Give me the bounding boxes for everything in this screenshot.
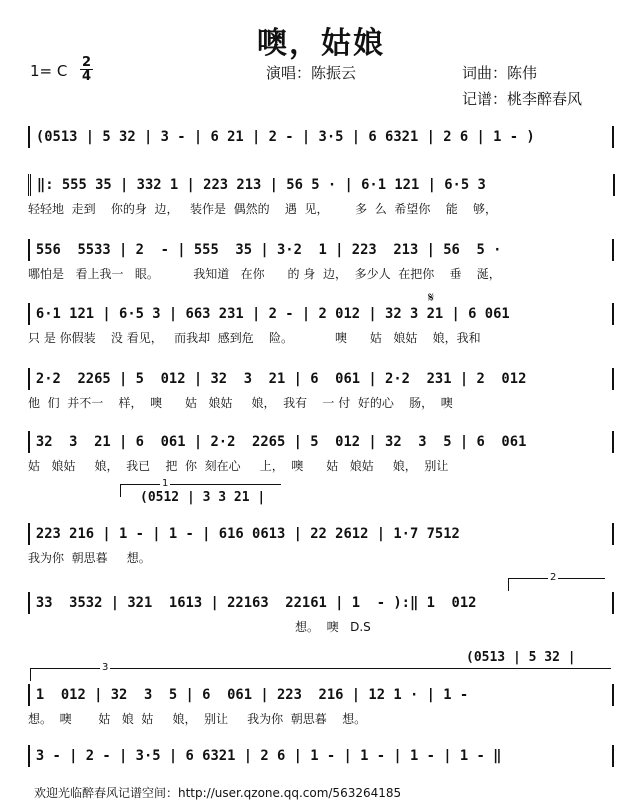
volta-pickup-1: (0512 | 3 3 21 |: [140, 490, 266, 505]
notes-text: 6·1 121 | 6·5 3 | 663 231 | 2 - | 2 012 | 32 3 21 | 6 061: [35, 306, 510, 322]
notation-line: [28, 126, 614, 148]
lyrics-line: 我为你 朝思暮 想。: [28, 551, 151, 565]
notes-text: 223 216 | 1 - | 1 - | 616 0613 | 22 2612 | 1·7 7512: [35, 526, 460, 542]
lyrics-line: 想。 噢 姑 娘 姑 娘， 别让 我为你 朝思暮 想。: [28, 712, 367, 726]
notes-text: 556 5533 | 2 - | 555 35 | 3·2 1 | 223 213 | 56 5 ·: [35, 242, 502, 258]
first-ending-label: 1: [162, 478, 169, 489]
notes-text: 32 3 21 | 6 061 | 2·2 2265 | 5 012 | 32 3 5 | 6 061: [35, 434, 527, 450]
footer-credit: 欢迎光临醉春风记谱空间：http://user.qzone.qq.com/563264185: [34, 786, 402, 800]
time-signature-bottom: 4: [82, 69, 92, 84]
lyrics-line: 哪怕是 看上我一 眼。 我知道 在你 的 身 边， 多少人 在把你 垂 涎，: [28, 267, 501, 281]
notation-line: [28, 431, 614, 453]
notation-line: [28, 745, 614, 767]
second-ending-label: 2: [550, 572, 557, 583]
notation-line: [28, 239, 614, 261]
transcriber-credit: 记谱：桃李醉春风: [462, 90, 583, 108]
composer-credit: 词曲：陈伟: [462, 64, 538, 82]
notation-line: [28, 174, 615, 196]
notation-line: [28, 684, 614, 706]
time-signature: [80, 56, 93, 83]
notes-text: (0513 | 5 32 | 3 - | 6 21 | 2 - | 3·5 | 6 6321 | 2 6 | 1 - ): [35, 129, 535, 145]
notes-text: 3 - | 2 - | 3·5 | 6 6321 | 2 6 | 1 - | 1 - | 1 - | 1 - ‖: [35, 748, 502, 764]
lyrics-line: 想。 噢 D.S: [28, 620, 371, 634]
third-ending-bracket: [30, 668, 611, 681]
notation-line: [28, 368, 614, 390]
notes-text: 2·2 2265 | 5 012 | 32 3 21 | 6 061 | 2·2 231 | 2 012: [35, 371, 527, 387]
notes-text: 33 3532 | 321 1613 | 22163 22161 | 1 - ):‖ 1 012: [35, 595, 477, 611]
key-signature: 1= C: [30, 62, 68, 80]
singer-credit: 演唱：陈振云: [266, 64, 357, 82]
lyrics-line: 姑 娘姑 娘， 我已 把 你 刻在心 上， 噢 姑 娘姑 娘， 别让: [28, 459, 449, 473]
third-ending-label: 3: [102, 662, 109, 673]
notes-text: 1 012 | 32 3 5 | 6 061 | 223 216 | 12 1 · | 1 -: [35, 687, 469, 703]
volta-pickup-3: (0513 | 5 32 |: [466, 650, 576, 665]
notation-line: [28, 523, 614, 545]
lyrics-line: 他 们 并不一 样， 噢 姑 娘姑 娘， 我有 一 付 好的心 肠， 噢: [28, 396, 453, 410]
segno-sign: 𝄋: [428, 290, 435, 306]
notation-line: [28, 303, 614, 325]
lyrics-line: 只 是 你假装 没 看见， 而我却 感到危 险。 噢 姑 娘姑 娘，我和: [28, 331, 481, 345]
time-signature-top: 2: [82, 55, 92, 70]
lyrics-line: 轻轻地 走到 你的身 边， 装作是 偶然的 遇 见， 多 么 希望你 能 够，: [28, 202, 497, 216]
song-title: 噢，姑娘: [257, 26, 385, 61]
notes-text: ‖: 555 35 | 332 1 | 223 213 | 56 5 · | 6·1 121 | 6·5 3: [36, 177, 486, 193]
notation-line: [28, 592, 614, 614]
